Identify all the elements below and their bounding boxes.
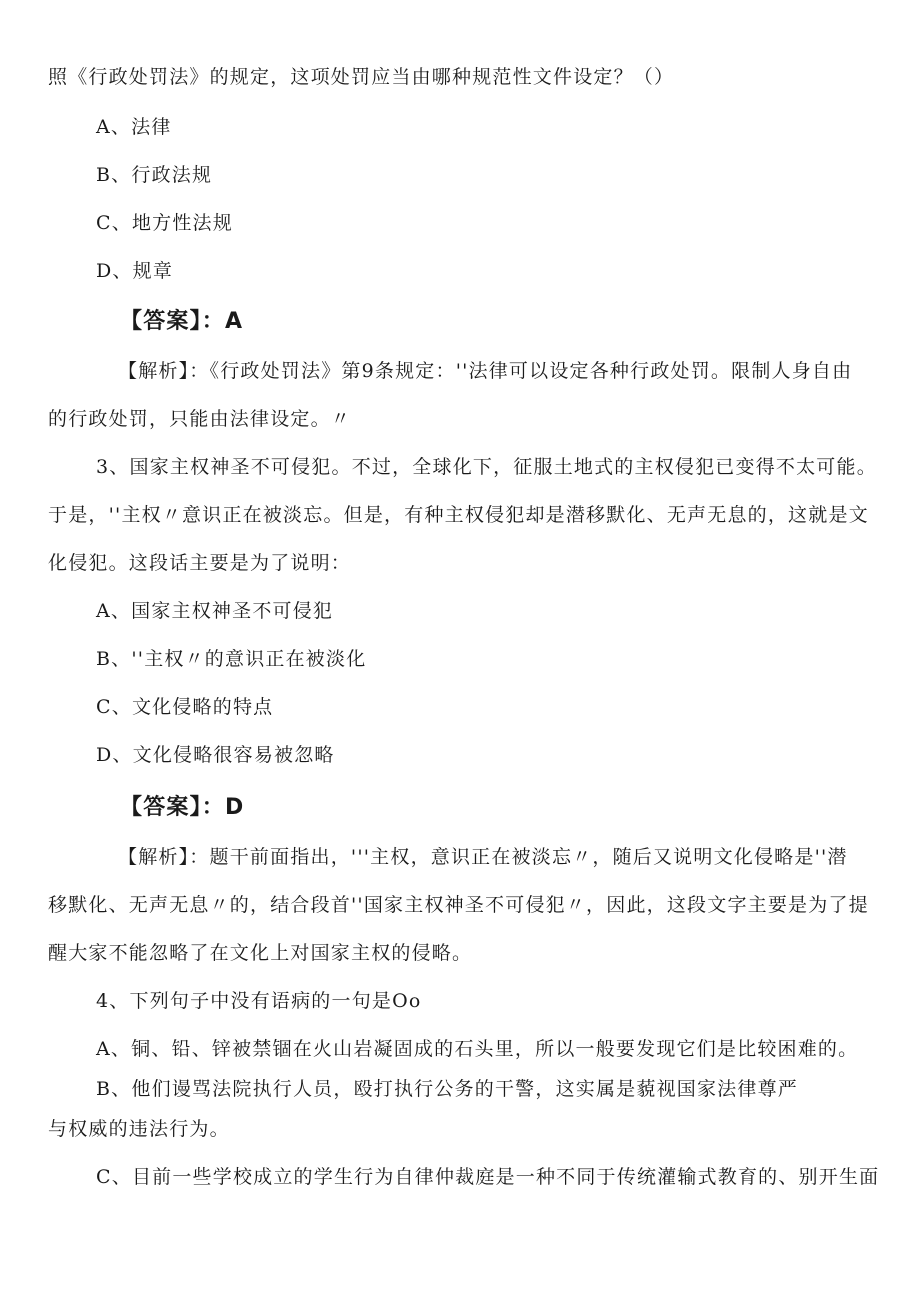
question-3-line-3: 化侵犯。这段话主要是为了说明： [48, 552, 352, 574]
q3-option-c: C、文化侵略的特点 [96, 696, 274, 718]
q2-answer: 【答案】：A [120, 309, 244, 334]
q3-option-b: B、''主权〃的意识正在被淡化 [96, 648, 367, 670]
q2-option-b: B、行政法规 [96, 164, 213, 186]
q3-option-d: D、文化侵略很容易被忽略 [96, 744, 335, 766]
question-2-tail: 照《行政处罚法》的规定，这项处罚应当由哪种规范性文件设定？（） [48, 66, 675, 88]
q3-answer: 【答案】：D [120, 795, 245, 820]
q3-analysis-line-1: 【解析】：题干前面指出，'''主权，意识正在被淡忘〃，随后又说明文化侵略是''潜 [118, 846, 848, 868]
question-3-line-2: 于是，''主权〃意识正在被淡忘。但是，有种主权侵犯却是潜移默化、无声无息的，这就是文 [48, 504, 869, 526]
question-4-stem: 4、下列句子中没有语病的一句是Oo [96, 990, 422, 1012]
q2-analysis-line-1: 【解析】：《行政处罚法》第9条规定：''法律可以设定各种行政处罚。限制人身自由 [118, 360, 853, 382]
q2-option-d: D、规章 [96, 260, 174, 282]
q4-option-c: C、目前一些学校成立的学生行为自律仲裁庭是一种不同于传统灌输式教育的、别开生面 [96, 1166, 880, 1188]
q4-option-a: A、铜、铅、锌被禁锢在火山岩凝固成的石头里，所以一般要发现它们是比较困难的。 [96, 1038, 859, 1060]
q2-option-c: C、地方性法规 [96, 212, 233, 234]
q3-analysis-line-3: 醒大家不能忽略了在文化上对国家主权的侵略。 [48, 942, 473, 964]
q3-analysis-line-2: 移默化、无声无息〃的，结合段首''国家主权神圣不可侵犯〃，因此，这段文字主要是为了提 [48, 894, 869, 916]
question-3-line-1: 3、国家主权神圣不可侵犯。不过，全球化下，征服土地式的主权侵犯已变得不太可能。 [96, 456, 877, 478]
q2-option-a: A、法律 [96, 116, 172, 138]
q2-analysis-line-2: 的行政处罚，只能由法律设定。〃 [48, 408, 352, 430]
q4-option-b-continued: 与权威的违法行为。 [48, 1118, 230, 1140]
q4-option-b: B、他们谩骂法院执行人员，殴打执行公务的干警，这实属是藐视国家法律尊严 [96, 1078, 798, 1100]
q3-option-a: A、国家主权神圣不可侵犯 [96, 600, 334, 622]
